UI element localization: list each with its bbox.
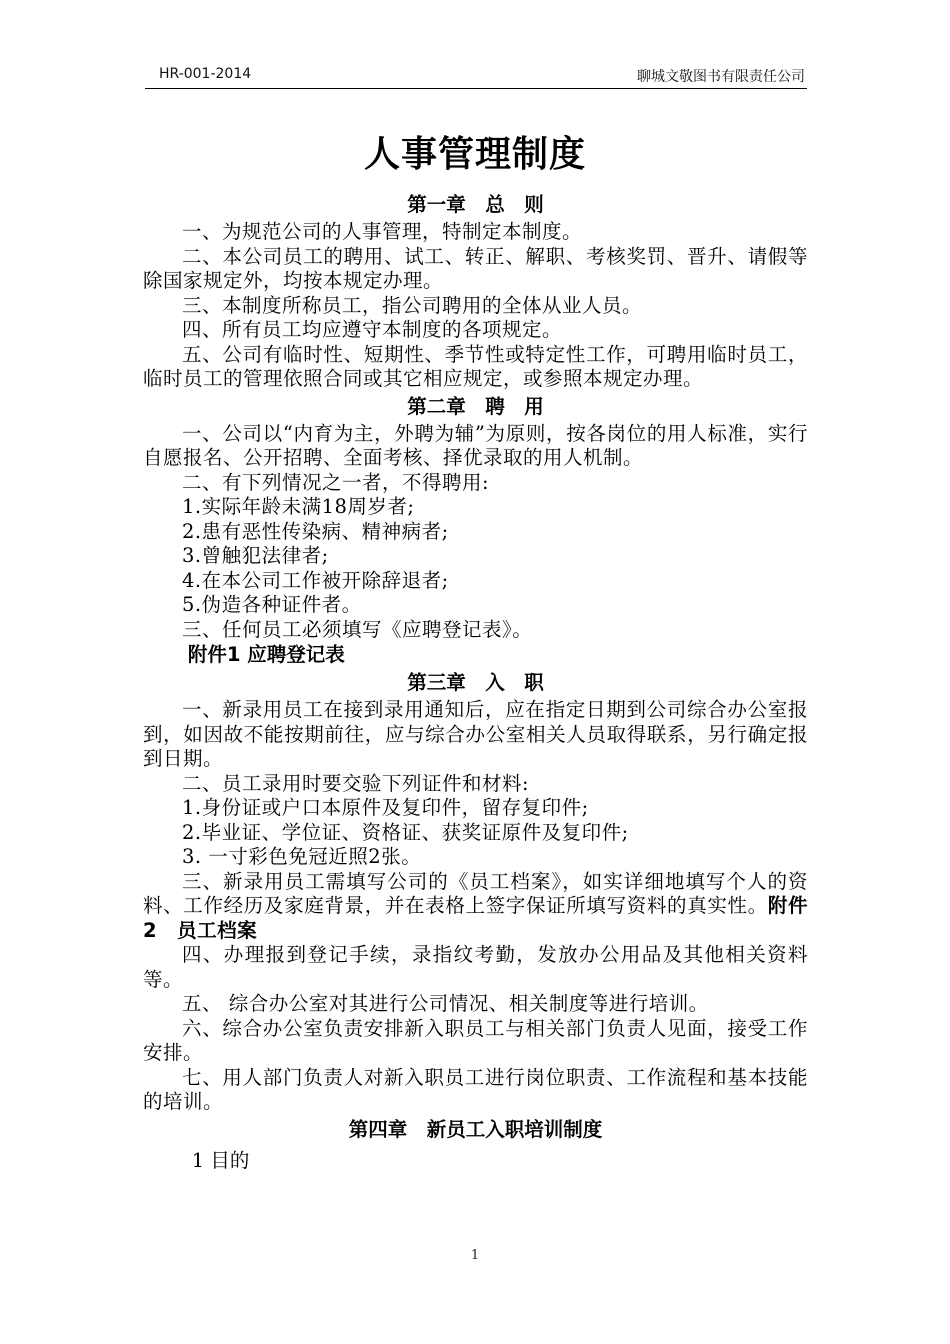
company-name: 聊城文敬图书有限责任公司 — [637, 69, 805, 85]
list-item: 2.患有恶性传染病、精神病者; — [182, 519, 449, 543]
chapter-1-para: 一、为规范公司的人事管理，特制定本制度。 — [182, 220, 583, 243]
chapter-3-para: 五、 综合办公室对其进行公司情况、相关制度等进行培训。 — [182, 992, 709, 1015]
chapter-3-heading: 第三章 入 职 — [407, 671, 544, 694]
chapter-1-para: 四、所有员工均应遵守本制度的各项规定。 — [182, 318, 563, 341]
list-item: 3. 一寸彩色免冠近照2张。 — [182, 845, 422, 868]
chapter-2-para: 一、公司以“内育为主，外聘为辅”为原则，按各岗位的用人标准，实行自愿报名、公开招聘、全面考核、择优录取的用人机制。 — [143, 421, 808, 469]
chapter-1-para: 五、公司有临时性、短期性、季节性或特定性工作，可聘用临时员工，临时员工的管理依照合同或其它相应规定，或参照本规定办理。 — [143, 342, 808, 390]
chapter-3-para: 六、综合办公室负责安排新入职员工与相关部门负责人见面，接受工作安排。 — [143, 1016, 808, 1064]
annex-2-label: 附件2 员工档案 — [143, 894, 808, 942]
chapter-1-heading: 第一章 总 则 — [407, 193, 544, 216]
chapter-3-para — [143, 870, 808, 944]
chapter-2-para: 二、有下列情况之一者，不得聘用: — [182, 470, 490, 494]
chapter-2-heading: 第二章 聘 用 — [407, 394, 544, 418]
document-body — [143, 190, 808, 1193]
chapter-3-para-text: 三、新录用员工需填写公司的《员工档案》，如实详细地填写个人的资料、工作经历及家庭背景，并在表格上签字保证所填写资料的真实性。 — [143, 869, 808, 917]
chapter-4-heading: 第四章 新员工入职培训制度 — [348, 1117, 603, 1141]
list-item: 5.伪造各种证件者。 — [182, 593, 362, 616]
list-item: 3.曾触犯法律者; — [182, 544, 329, 567]
list-item: 4.在本公司工作被开除辞退者; — [182, 568, 449, 592]
annex-1-label: 附件1 应聘登记表 — [187, 643, 345, 666]
page-number: 1 — [470, 1248, 480, 1263]
chapter-2-para: 三、任何员工必须填写《应聘登记表》。 — [182, 617, 533, 641]
chapter-3-para: 二、员工录用时要交验下列证件和材料: — [182, 771, 530, 795]
list-item: 1.身份证或户口本原件及复印件，留存复印件; — [182, 796, 589, 819]
document-title: 人事管理制度 — [363, 134, 586, 175]
chapter-1-para: 三、本制度所称员工，指公司聘用的全体从业人员。 — [182, 293, 643, 317]
page-header — [145, 64, 807, 89]
chapter-3-para: 七、用人部门负责人对新入职员工进行岗位职责、工作流程和基本技能的培训。 — [143, 1065, 808, 1113]
list-item: 2.毕业证、学位证、资格证、获奖证原件及复印件; — [182, 820, 629, 844]
chapter-3-para: 四、办理报到登记手续，录指纹考勤，发放办公用品及其他相关资料等。 — [143, 943, 808, 991]
chapter-1-para: 二、本公司员工的聘用、试工、转正、解职、考核奖罚、晋升、请假等除国家规定外，均按本规定办理。 — [143, 244, 808, 292]
chapter-3-para: 一、新录用员工在接到录用通知后，应在指定日期到公司综合办公室报到，如因故不能按期前往，应与综合办公室相关人员取得联系，另行确定报到日期。 — [143, 698, 808, 770]
section-purpose: 1 目的 — [191, 1148, 250, 1172]
document-code: HR-001-2014 — [159, 66, 252, 82]
list-item: 1.实际年龄未满18周岁者; — [182, 495, 415, 518]
